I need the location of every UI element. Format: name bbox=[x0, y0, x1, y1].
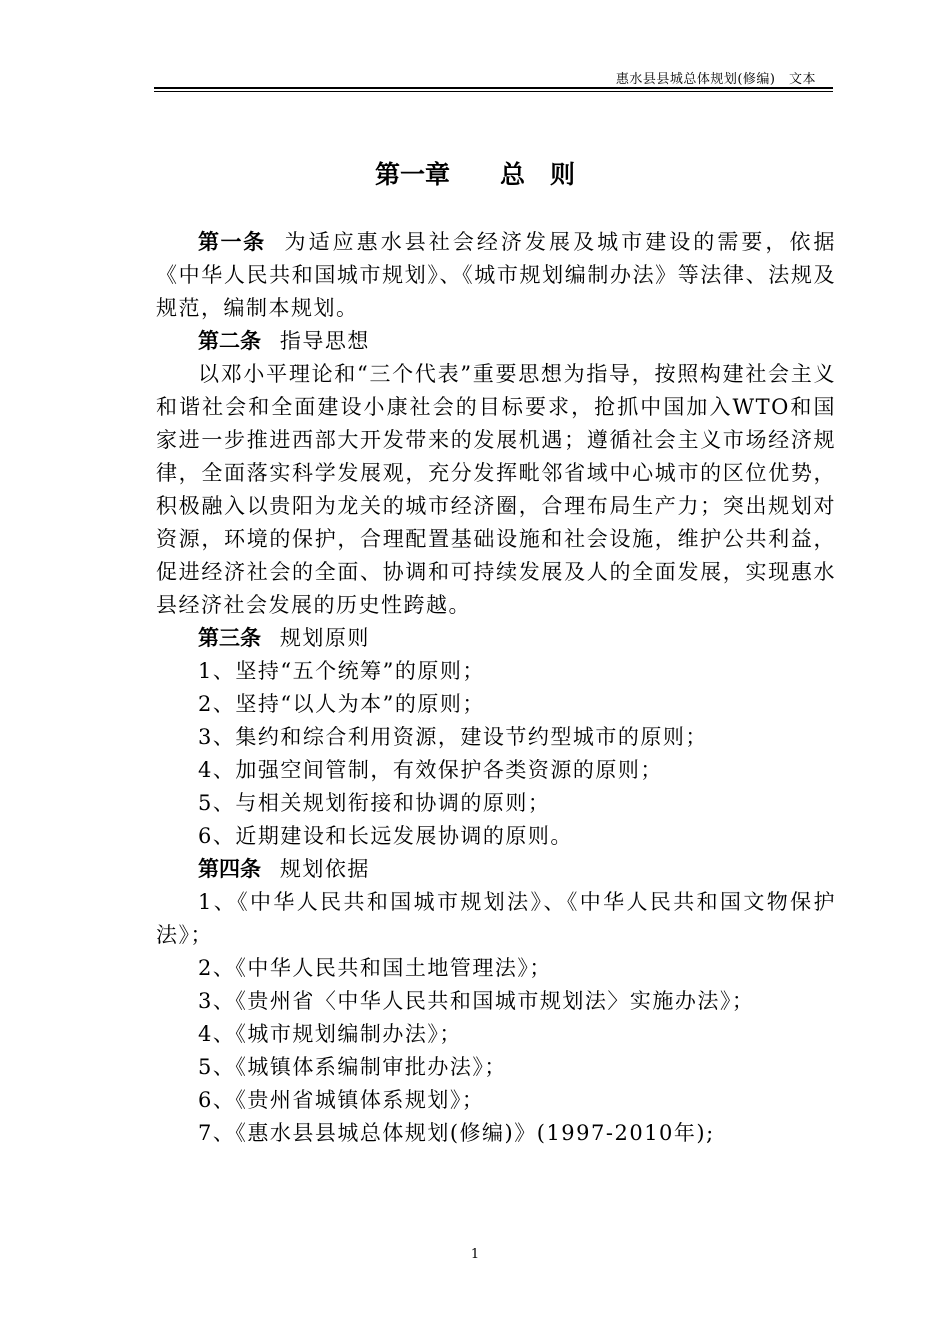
article-3-heading bbox=[156, 622, 836, 655]
article-heading: 规划原则 bbox=[279, 626, 370, 650]
list-item: 5、《城镇体系编制审批办法》； bbox=[198, 1055, 507, 1079]
article-number: 第一条 bbox=[198, 230, 266, 254]
list-item: 4、加强空间管制，有效保护各类资源的原则； bbox=[198, 758, 663, 782]
article-number: 第四条 bbox=[198, 857, 261, 881]
article-number: 第三条 bbox=[198, 626, 261, 650]
page-number: 1 bbox=[470, 1247, 480, 1262]
header-rule-thin bbox=[154, 91, 833, 92]
article-heading: 指导思想 bbox=[279, 329, 370, 353]
list-item: 1、坚持“五个统筹”的原则； bbox=[198, 659, 485, 683]
document-body bbox=[156, 226, 836, 1150]
list-item: 2、《中华人民共和国土地管理法》； bbox=[198, 956, 552, 980]
list-item: 1、《中华人民共和国城市规划法》、《中华人民共和国文物保护法》； bbox=[156, 890, 836, 947]
article-1 bbox=[156, 226, 836, 325]
article-text: 为适应惠水县社会经济发展及城市建设的需要，依据《中华人民共和国城市规划》、《城市规划编制办法》等法律、法规及规范，编制本规划。 bbox=[156, 230, 837, 320]
list-item: 6、《贵州省城镇体系规划》； bbox=[198, 1088, 485, 1112]
header-rule bbox=[154, 87, 833, 89]
list-item: 5、与相关规划衔接和协调的原则； bbox=[198, 791, 551, 815]
running-header: 惠水县县城总体规划(修编) 文本 bbox=[615, 72, 816, 87]
list-item: 4、《城市规划编制办法》； bbox=[198, 1022, 462, 1046]
list-item: 2、坚持“以人为本”的原则； bbox=[198, 692, 485, 716]
list-item: 6、近期建设和长远发展协调的原则。 bbox=[198, 824, 573, 848]
list-item: 3、集约和综合利用资源，建设节约型城市的原则； bbox=[198, 725, 708, 749]
article-2-heading bbox=[156, 325, 836, 358]
chapter-title: 第一章 总 则 bbox=[374, 160, 575, 189]
article-heading: 规划依据 bbox=[279, 857, 370, 881]
list-item: 3、《贵州省〈中华人民共和国城市规划法〉实施办法》； bbox=[198, 989, 755, 1013]
list-item: 7、《惠水县县城总体规划(修编)》(1997-2010年); bbox=[198, 1121, 715, 1145]
article-number: 第二条 bbox=[198, 329, 261, 353]
article-4-heading bbox=[156, 853, 836, 886]
article-2-text: 以邓小平理论和“三个代表”重要思想为指导，按照构建社会主义和谐社会和全面建设小康社会的目标要求，抢抓中国加入WTO和国家进一步推进西部大开发带来的发展机遇；遵循社会主义市场经济规律，全面落实科学发展观，充分发挥毗邻省域中心城市的区位优势，积极融入以贵阳为龙关的城市经济圈，合理布局生产力；突出规划对资源，环境的保护，合理配置基础设施和社会设施，维护公共利益，促进经济社会的全面、协调和可持续发展及人的全面发展，实现惠水县经济社会发展的历史性跨越。 bbox=[156, 362, 836, 617]
